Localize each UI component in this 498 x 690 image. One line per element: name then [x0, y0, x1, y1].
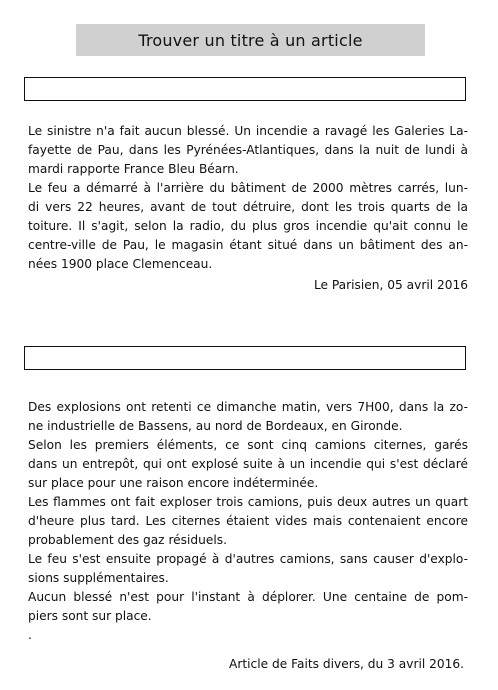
article-1-source: Le Parisien, 05 avril 2016 [313, 278, 468, 292]
article-2-line: Des explosions ont retenti ce dimanche matin, vers 7H00, dans la zo- [28, 400, 468, 414]
article-1-line: mardi rapporte France Bleu Béarn. [28, 162, 239, 176]
article-2-line: d'heure plus tard. Les citernes étaient vides mais contenaient encore [28, 514, 468, 528]
article-1 [28, 122, 468, 295]
page-title [76, 24, 425, 56]
article-2-source: Article de Faits divers, du 3 avril 2016. [229, 657, 464, 671]
article-2-line: Les flammes ont fait exploser trois camions, puis deux autres un quart [28, 495, 468, 509]
article-2-line: Aucun blessé n'est pour l'instant à déplorer. Une centaine de pom- [28, 590, 468, 604]
article-2-line: piers sont sur place. [28, 609, 152, 623]
title-answer-box-2[interactable] [24, 346, 466, 370]
article-2-line: sions supplémentaires. [28, 571, 169, 585]
article-2-line: sur place pour une raison encore indéterminée. [28, 476, 319, 490]
article-1-line: centre-ville de Pau, le magasin étant situé dans un bâtiment des an- [28, 238, 468, 252]
article-2-line: . [28, 628, 32, 642]
article-2-line: Le feu s'est ensuite propagé à d'autres camions, sans causer d'explo- [28, 552, 468, 566]
article-2-line: dans un entrepôt, qui ont explosé suite à un incendie qui s'est déclaré [28, 457, 468, 471]
article-2-line: probablement des gaz résiduels. [28, 533, 227, 547]
article-1-line: nées 1900 place Clemenceau. [28, 257, 213, 271]
article-1-line: toiture. Il s'agit, selon la radio, du plus gros incendie qu'ait connu le [28, 219, 468, 233]
page-title-text: Trouver un titre à un article [138, 30, 363, 50]
article-1-line: Le sinistre n'a fait aucun blessé. Un incendie a ravagé les Galeries La- [28, 124, 468, 138]
article-2-line: Selon les premiers éléments, ce sont cinq camions citernes, garés [28, 438, 468, 452]
article-1-line: di vers 22 heures, avant de tout détruire, dont les trois quarts de la [28, 200, 468, 214]
title-answer-box-1[interactable] [24, 77, 466, 101]
article-2-line: ne industrielle de Bassens, au nord de Bordeaux, en Gironde. [28, 419, 403, 433]
article-1-line: Le feu a démarré à l'arrière du bâtiment de 2000 mètres carrés, lun- [28, 181, 468, 195]
article-2 [28, 398, 468, 674]
article-1-line: fayette de Pau, dans les Pyrénées-Atlantiques, dans la nuit de lundi à [28, 143, 468, 157]
